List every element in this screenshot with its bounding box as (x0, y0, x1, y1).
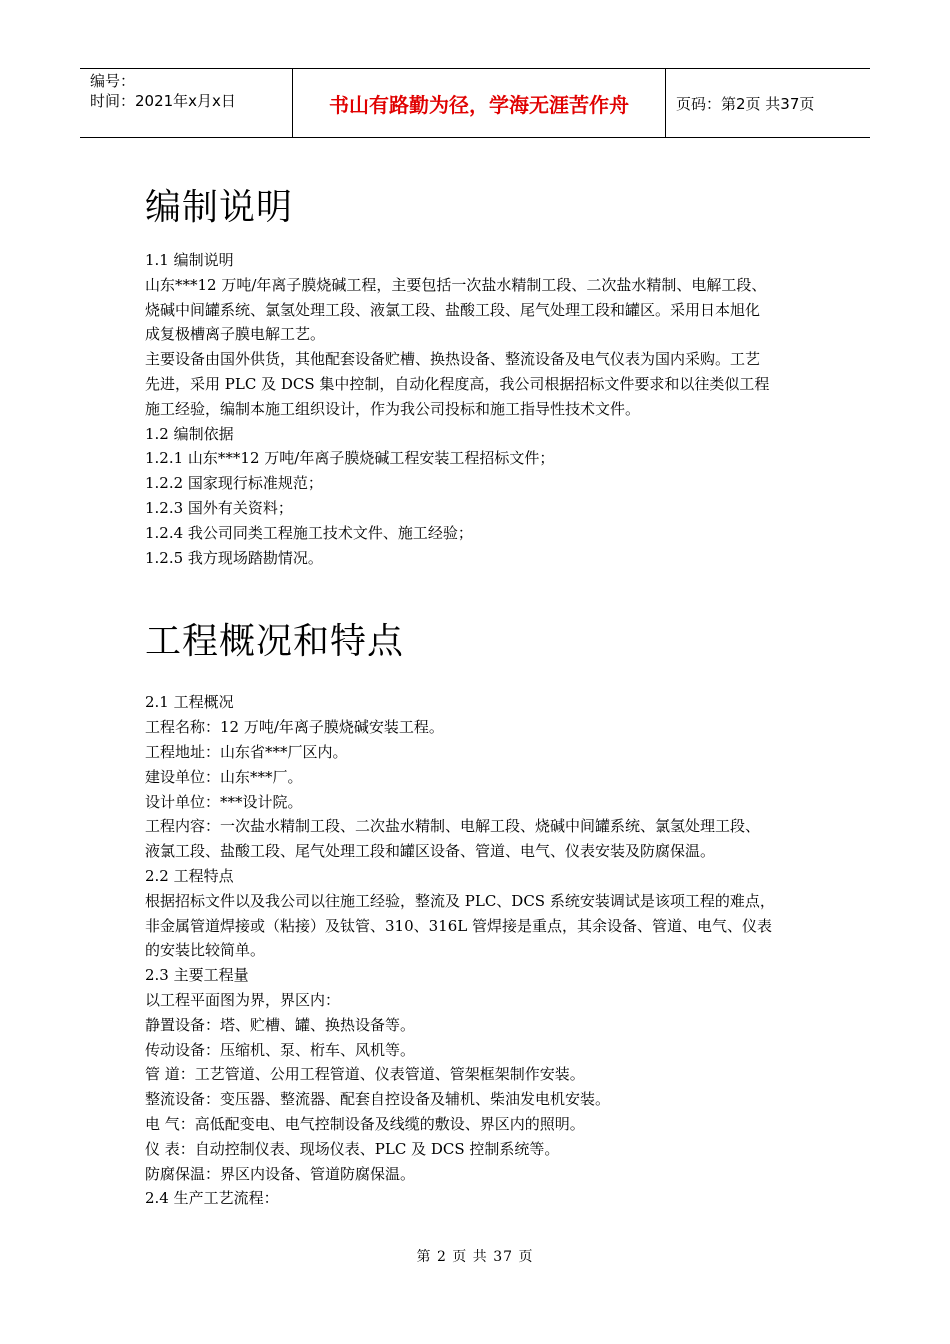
text-line: 1.1 编制说明 (145, 251, 234, 269)
text-line: 2.2 工程特点 (145, 866, 234, 885)
text-line: 1.2.4 我公司同类工程施工技术文件、施工经验； (145, 523, 473, 542)
text-line: 工程名称：12 万吨/年离子膜烧碱安装工程。 (145, 718, 444, 737)
text-line: 烧碱中间罐系统、氯氢处理工段、液氯工段、盐酸工段、尾气处理工段和罐区。采用日本旭化 (145, 300, 761, 319)
page-footer: 第 2 页 共 37 页 (416, 1249, 534, 1265)
text-line: 工程内容：一次盐水精制工段、二次盐水精制、电解工段、烧碱中间罐系统、氯氢处理工段、 (145, 817, 761, 836)
text-line: 非金属管道焊接或（粘接）及钛管、310、316L 管焊接是重点，其余设备、管道、电气、仪表 (145, 916, 772, 935)
text-line: 设计单位：***设计院。 (145, 792, 303, 811)
text-line: 管 道：工艺管道、公用工程管道、仪表管道、管架框架制作安装。 (145, 1065, 585, 1084)
text-line: 传动设备：压缩机、泵、桁车、风机等。 (145, 1040, 416, 1059)
text-line: 2.4 生产工艺流程： (145, 1189, 279, 1208)
section1-paragraphs (145, 248, 815, 570)
text-line: 建设单位：山东***厂。 (145, 767, 303, 786)
text-line: 仪 表：自动控制仪表、现场仪表、PLC 及 DCS 控制系统等。 (145, 1139, 560, 1158)
text-line: 主要设备由国外供货，其他配套设备贮槽、换热设备、整流设备及电气仪表为国内采购。工艺 (145, 350, 761, 369)
text-line: 工程地址：山东省***厂区内。 (145, 742, 348, 761)
header-motto: 书山有路勤为径，学海无涯苦作舟 (293, 69, 666, 137)
document-number-label: 编号： (90, 72, 136, 90)
document-body (145, 180, 815, 1211)
text-line: 山东***12 万吨/年离子膜烧碱工程，主要包括一次盐水精制工段、二次盐水精制、电解工段、 (145, 275, 767, 294)
text-line: 1.2.1 山东***12 万吨/年离子膜烧碱工程安装工程招标文件； (145, 449, 555, 468)
text-line: 2.1 工程概况 (145, 693, 234, 712)
text-line: 1.2.3 国外有关资料； (145, 498, 293, 517)
text-line: 的安装比较简单。 (145, 941, 266, 960)
text-line: 根据招标文件以及我公司以往施工经验，整流及 PLC、DCS 系统安装调试是该项工程的难点， (145, 891, 775, 910)
section2-paragraphs (145, 690, 815, 1211)
section-heading-overview: 工程概况和特点 (145, 621, 405, 663)
text-line: 1.2 编制依据 (145, 424, 234, 443)
text-line: 2.3 主要工程量 (145, 966, 249, 985)
header-left-cell (80, 69, 293, 137)
text-line: 防腐保温：界区内设备、管道防腐保温。 (145, 1164, 416, 1183)
document-date-label: 时间：2021年x月x日 (90, 92, 236, 110)
text-line: 成复极槽离子膜电解工艺。 (145, 325, 326, 344)
text-line: 1.2.5 我方现场踏勘情况。 (145, 548, 323, 567)
text-line: 施工经验，编制本施工组织设计，作为我公司投标和施工指导性技术文件。 (145, 399, 641, 418)
section-heading-compilation: 编制说明 (145, 187, 294, 228)
text-line: 先进，采用 PLC 及 DCS 集中控制，自动化程度高，我公司根据招标文件要求和以往类似工程 (145, 374, 770, 393)
text-line: 电 气：高低配变电、电气控制设备及线缆的敷设、界区内的照明。 (145, 1114, 585, 1133)
page-header (80, 68, 870, 138)
text-line: 整流设备：变压器、整流器、配套自控设备及辅机、柴油发电机安装。 (145, 1090, 611, 1109)
text-line: 液氯工段、盐酸工段、尾气处理工段和罐区设备、管道、电气、仪表安装及防腐保温。 (145, 842, 716, 861)
text-line: 静置设备：塔、贮槽、罐、换热设备等。 (145, 1015, 416, 1034)
header-page-label: 页码：第2页 共37页 (676, 94, 815, 113)
text-line: 1.2.2 国家现行标准规范； (145, 474, 323, 493)
text-line: 以工程平面图为界，界区内： (145, 990, 341, 1009)
